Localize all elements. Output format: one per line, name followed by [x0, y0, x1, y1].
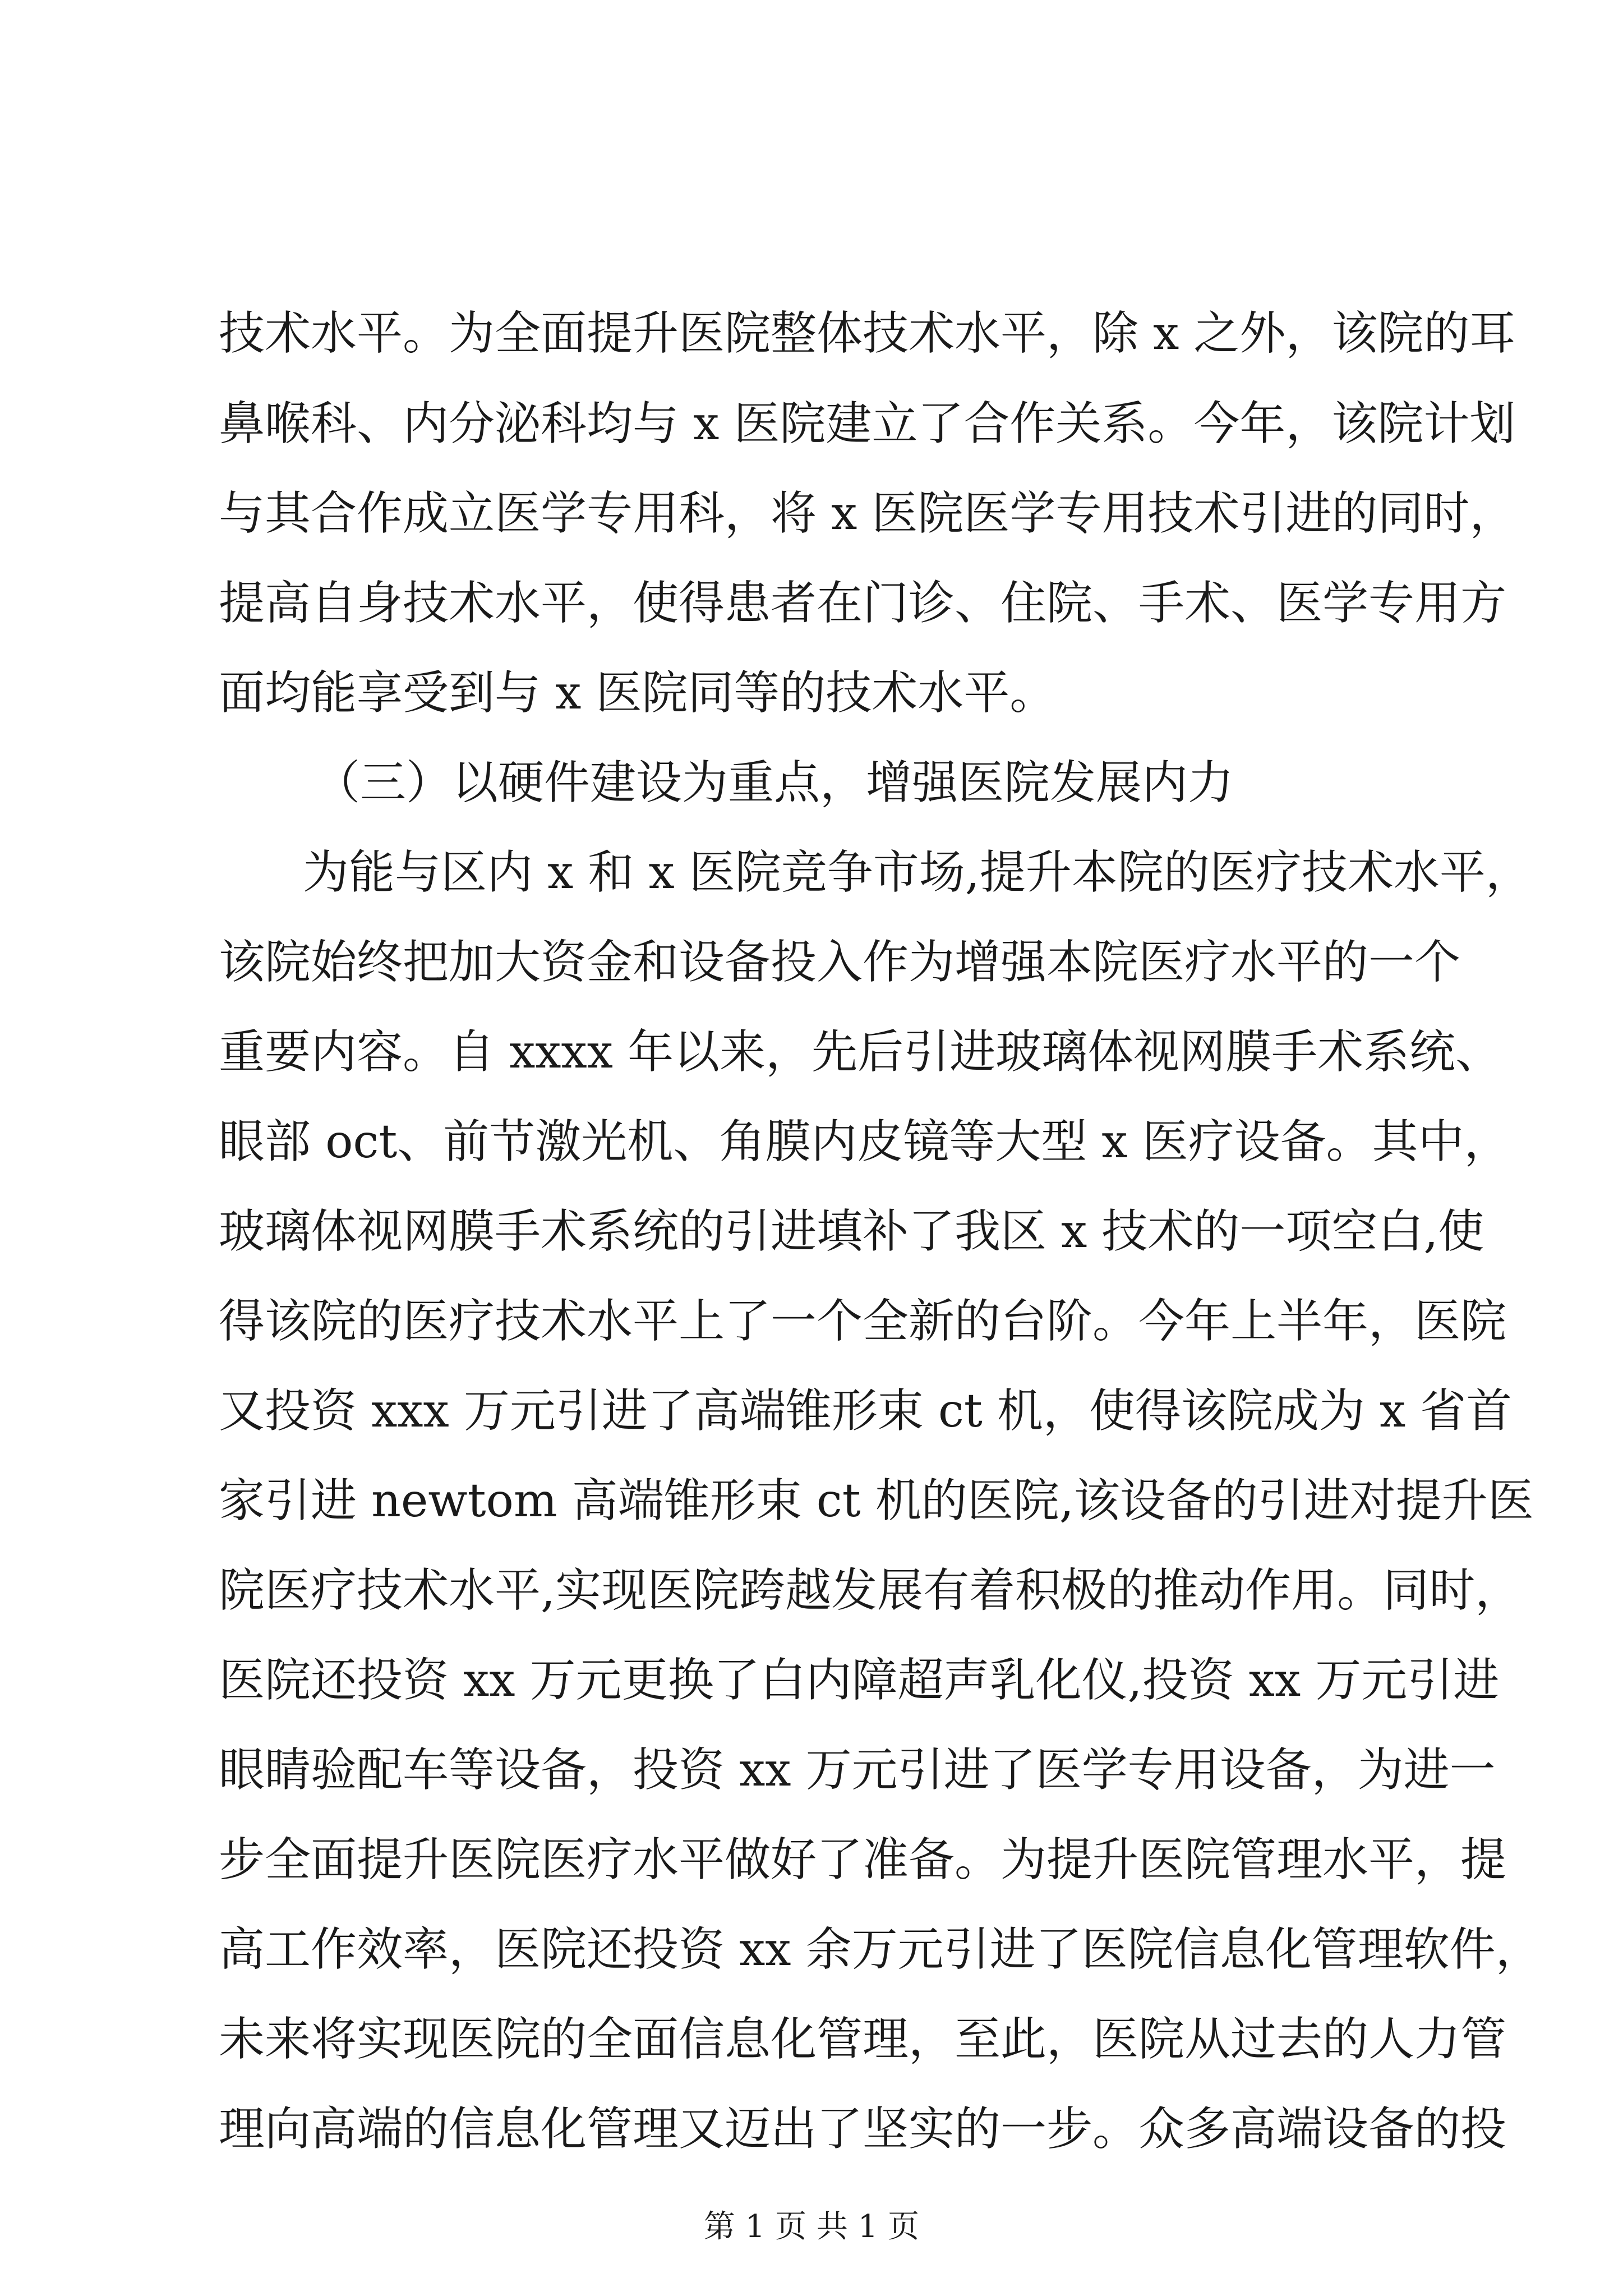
page-footer: 第 1 页 共 1 页 — [703, 2208, 920, 2245]
body-text-line: 高工作效率，医院还投资 xx 余万元引进了医院信息化管理软件， — [219, 1923, 1542, 1976]
body-text-line: 重要内容。自 xxxx 年以来，先后引进玻璃体视网膜手术系统、 — [219, 1025, 1502, 1079]
body-text-line: 家引进 newtom 高端锥形束 ct 机的医院,该设备的引进对提升医 — [219, 1474, 1534, 1527]
body-text-line: 理向高端的信息化管理又迈出了坚实的一步。众多高端设备的投 — [219, 2102, 1507, 2156]
body-text-line: 眼睛验配车等设备，投资 xx 万元引进了医学专用设备，为进一 — [219, 1743, 1496, 1797]
body-text-line: 鼻喉科、内分泌科均与 x 医院建立了合作关系。今年，该院计划 — [219, 397, 1516, 450]
body-text-line: 技术水平。为全面提升医院整体技术水平，除 x 之外，该院的耳 — [219, 307, 1516, 360]
body-text-line: 与其合作成立医学专用科，将 x 医院医学专用技术引进的同时， — [219, 487, 1516, 540]
body-text-line: 得该院的医疗技术水平上了一个全新的台阶。今年上半年，医院 — [219, 1295, 1507, 1348]
body-text-line: 眼部 oct、前节激光机、角膜内皮镜等大型 x 医疗设备。其中， — [219, 1115, 1510, 1168]
body-text-line: 该院始终把加大资金和设备投入作为增强本院医疗水平的一个 — [219, 936, 1461, 989]
body-text-line: 又投资 xxx 万元引进了高端锥形束 ct 机，使得该院成为 x 省首 — [219, 1384, 1513, 1438]
body-text-line: 未来将实现医院的全面信息化管理，至此，医院从过去的人力管 — [219, 2013, 1507, 2066]
section-heading: （三）以硬件建设为重点，增强医院发展内力 — [314, 756, 1234, 809]
body-text-line: 医院还投资 xx 万元更换了白内障超声乳化仪,投资 xx 万元引进 — [219, 1654, 1500, 1707]
body-text-line: 玻璃体视网膜手术系统的引进填补了我区 x 技术的一项空白,使 — [219, 1205, 1484, 1258]
body-text-line: 院医疗技术水平,实现医院跨越发展有着积极的推动作用。同时， — [219, 1564, 1521, 1617]
body-text-line: 提高自身技术水平，使得患者在门诊、住院、手术、医学专用方 — [219, 577, 1507, 630]
body-text-line: 步全面提升医院医疗水平做好了准备。为提升医院管理水平，提 — [219, 1833, 1507, 1887]
body-text-line: 为能与区内 x 和 x 医院竞争市场,提升本院的医疗技术水平， — [303, 846, 1532, 899]
body-text-line: 面均能享受到与 x 医院同等的技术水平。 — [219, 666, 1056, 720]
